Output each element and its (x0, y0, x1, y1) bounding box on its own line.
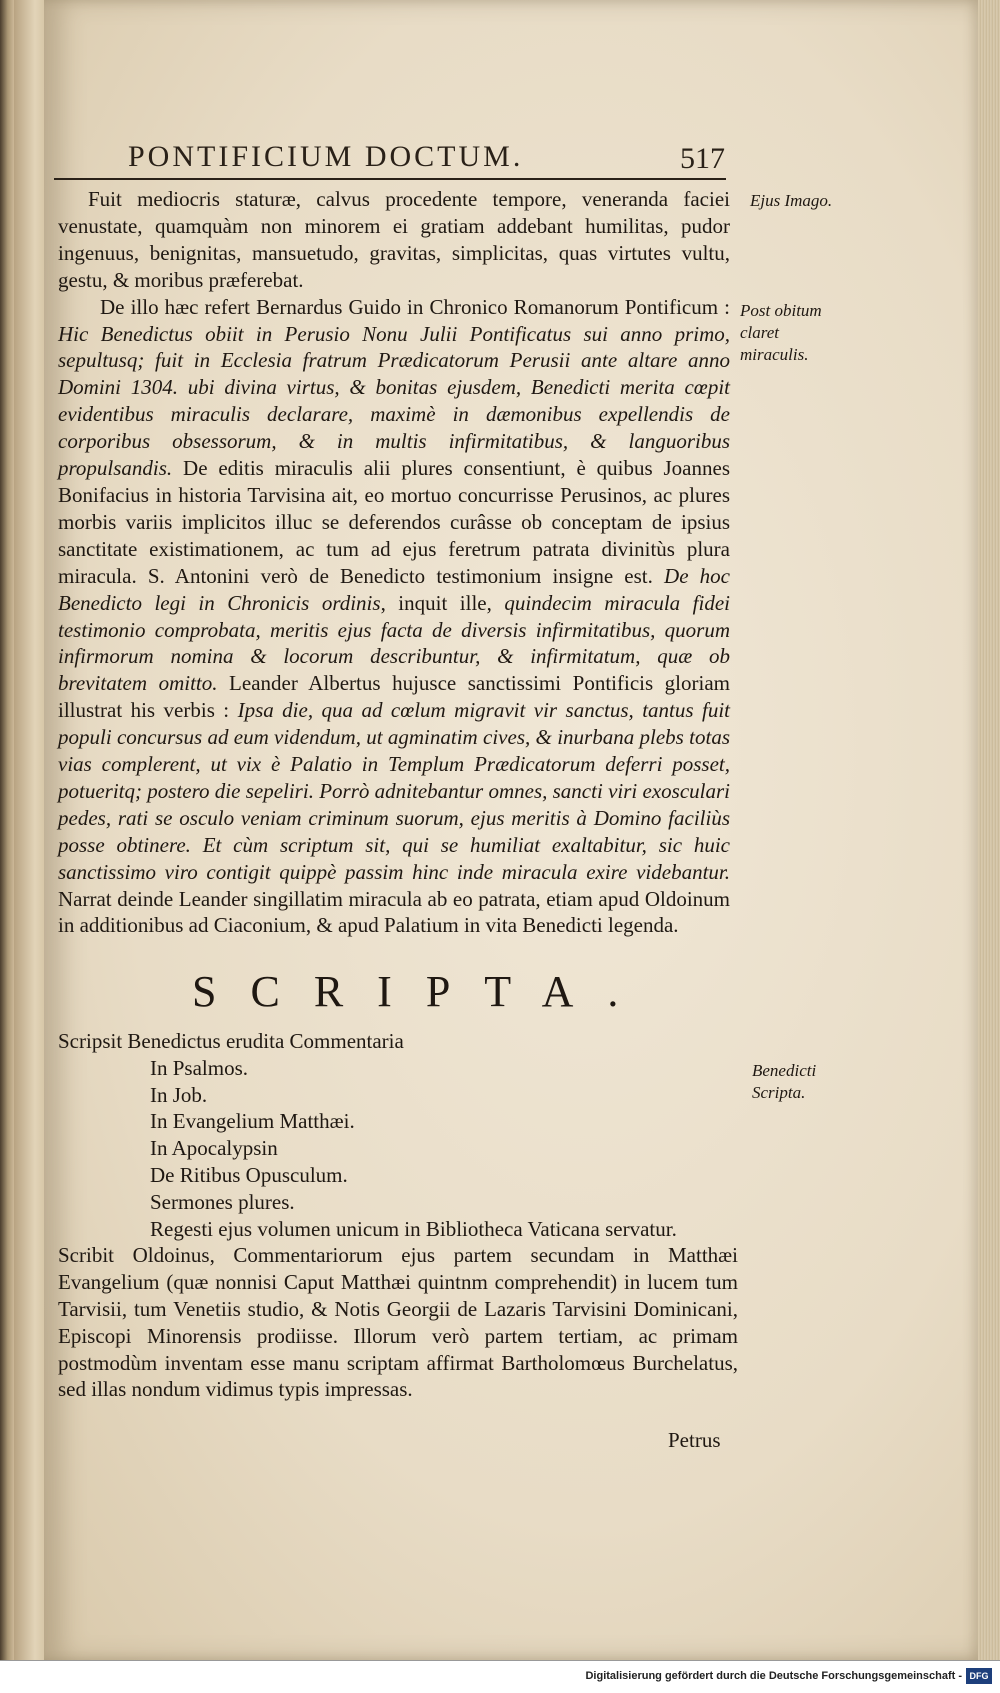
footer-credit: Digitalisierung gefördert durch die Deutsche Forschungsgemeinschaft - (585, 1670, 962, 1682)
page-number: 517 (680, 142, 725, 175)
quote-chronicis: De hoc Benedicto legi in Chronicis ordinis (58, 563, 730, 615)
paragraph-stature-text: Fuit mediocris staturæ, calvus procedente tempore, veneranda faciei venustate, quamquàm non minorem ei gratiam addebant humilitas, pudor ingenuus, benignitas, mansuetudo, gravitas, simplicitas, quas virtutes vultu, gestu, & moribus præferebat. (58, 187, 730, 292)
work-item: Sermones plures. (150, 1189, 295, 1214)
paragraph-oldoinus: Scribit Oldoinus, Commentariorum ejus partem secundam in Matthæi Evangelium (quæ nonnisi Caput Matthæi quintnm comprehendit) in lucem tum Tarvisii, tum Venetiis studio, & Notis Georgii de Lazaris Tarvisini Dominicani, Episcopi Minorensis prodiisse. Illorum verò partem tertiam, ac primam postmodùm inventam esse manu scriptam affirmat Bartholomœus Burchelatus, sed illas nondum vidimus typis impressas. (58, 1243, 738, 1402)
work-item: In Apocalypsin (150, 1136, 278, 1161)
page-fore-edge (978, 0, 1000, 1660)
work-item: In Job. (150, 1082, 208, 1107)
margin-note-post-obitum: Post obitum claret miraculis. (740, 301, 822, 364)
text-lead: De illo hæc refert Bernardus Guido in Chronico Romanorum Pontificum : (100, 294, 730, 319)
catchword: Petrus (668, 1428, 721, 1452)
paragraph-miracles (58, 294, 730, 940)
quote-antoninus: quindecim miracula fidei testimonio comprobata, meritis ejus facta de diversis infirmitatibus, quorum infirmorum nomina & locorum describuntur, & infirmitatum, quæ ob brevitatem omitto. (58, 590, 730, 696)
work-item: Regesti ejus volumen unicum in Bibliotheca Vaticana servatur. (150, 1216, 677, 1241)
text-editis-miraculis: De editis miraculis alii plures consentiunt, è quibus Joannes Bonifacius in historia Tarvisina ait, eo mortuo concurrisse Perusinos, ac plures morbis variis implicitos illuc se deferendos curâsse ob conceptam de ipsius sanctitate existimationem, ac tum ad ejus feretrum patrata divinitùs plura miracula. S. Antonini verò de Benedicto testimonium insigne est. (58, 456, 730, 588)
running-head: PONTIFICIUM DOCTUM. (128, 140, 524, 173)
scripta-intro: Scripsit Benedictus erudita Commentaria (58, 1029, 404, 1053)
works-list (58, 1055, 738, 1243)
header-rule (54, 178, 726, 180)
paragraph-stature (58, 186, 730, 294)
work-item: In Evangelium Matthæi. (150, 1109, 355, 1134)
digitization-footer (0, 1660, 1000, 1693)
text-leander: Leander Albertus hujusce sanctissimi Pontificis gloriam illustrat his verbis : (58, 671, 731, 723)
quote-bernardus-guido: Hic Benedictus obiit in Perusio Nonu Julii Pontificatus sui anno primo, sepultusq; fuit in Ecclesia fratrum Prædicatorum Perusii ante altare anno Domini 1304. ubi divina virtus, & bonitas ejusdem, Benedicti merita cœpit evidentibus miraculis declarare, maximè in dæmonibus expellendis de corporibus obsessorum, & in multis infirmitatibus, & languoribus propulsandis. (58, 321, 730, 481)
scripta-section (58, 1028, 738, 1403)
quote-leander-albertus: Ipsa die, qua ad cœlum migravit vir sanctus, tantus fuit populi concursus ad eum videndum, ut agminatim cives, & inurbana plebs totas vias complerent, ut vix è Palatio in Templum Prædicatorum deferri posset, potueritq; postero die sepeliri. Porrò adnitebantur omnes, sancti viri exosculari pedes, rati se osculo veniam criminum suorum, ejus meritis à Domino faciliùs posse obtinere. Et cùm scriptum sit, qui se humiliat exaltabitur, sic huic sanctissimo viro contigit quippè passim hinc inde miracula exire videbantur. (58, 698, 730, 884)
previous-page-edge (14, 0, 44, 1660)
margin-note-ejus-imago: Ejus Imago. (750, 191, 833, 210)
work-item: In Psalmos. (150, 1055, 249, 1080)
dfg-logo-icon: DFG (966, 1668, 992, 1684)
text-narrat-deinde: Narrat deinde Leander singillatim miracula ab eo patrata, etiam apud Oldoinum in additionibus ad Ciaconium, & apud Palatium in vita Benedicti legenda. (58, 886, 730, 938)
book-spine (0, 0, 14, 1692)
work-item: De Ritibus Opusculum. (150, 1162, 348, 1187)
section-title-scripta: SCRIPTA. (192, 967, 653, 1016)
margin-note-benedicti-scripta: Benedicti Scripta. (752, 1061, 817, 1102)
main-text (58, 186, 730, 939)
text-inquit-ille: , inquit ille, (380, 590, 505, 615)
